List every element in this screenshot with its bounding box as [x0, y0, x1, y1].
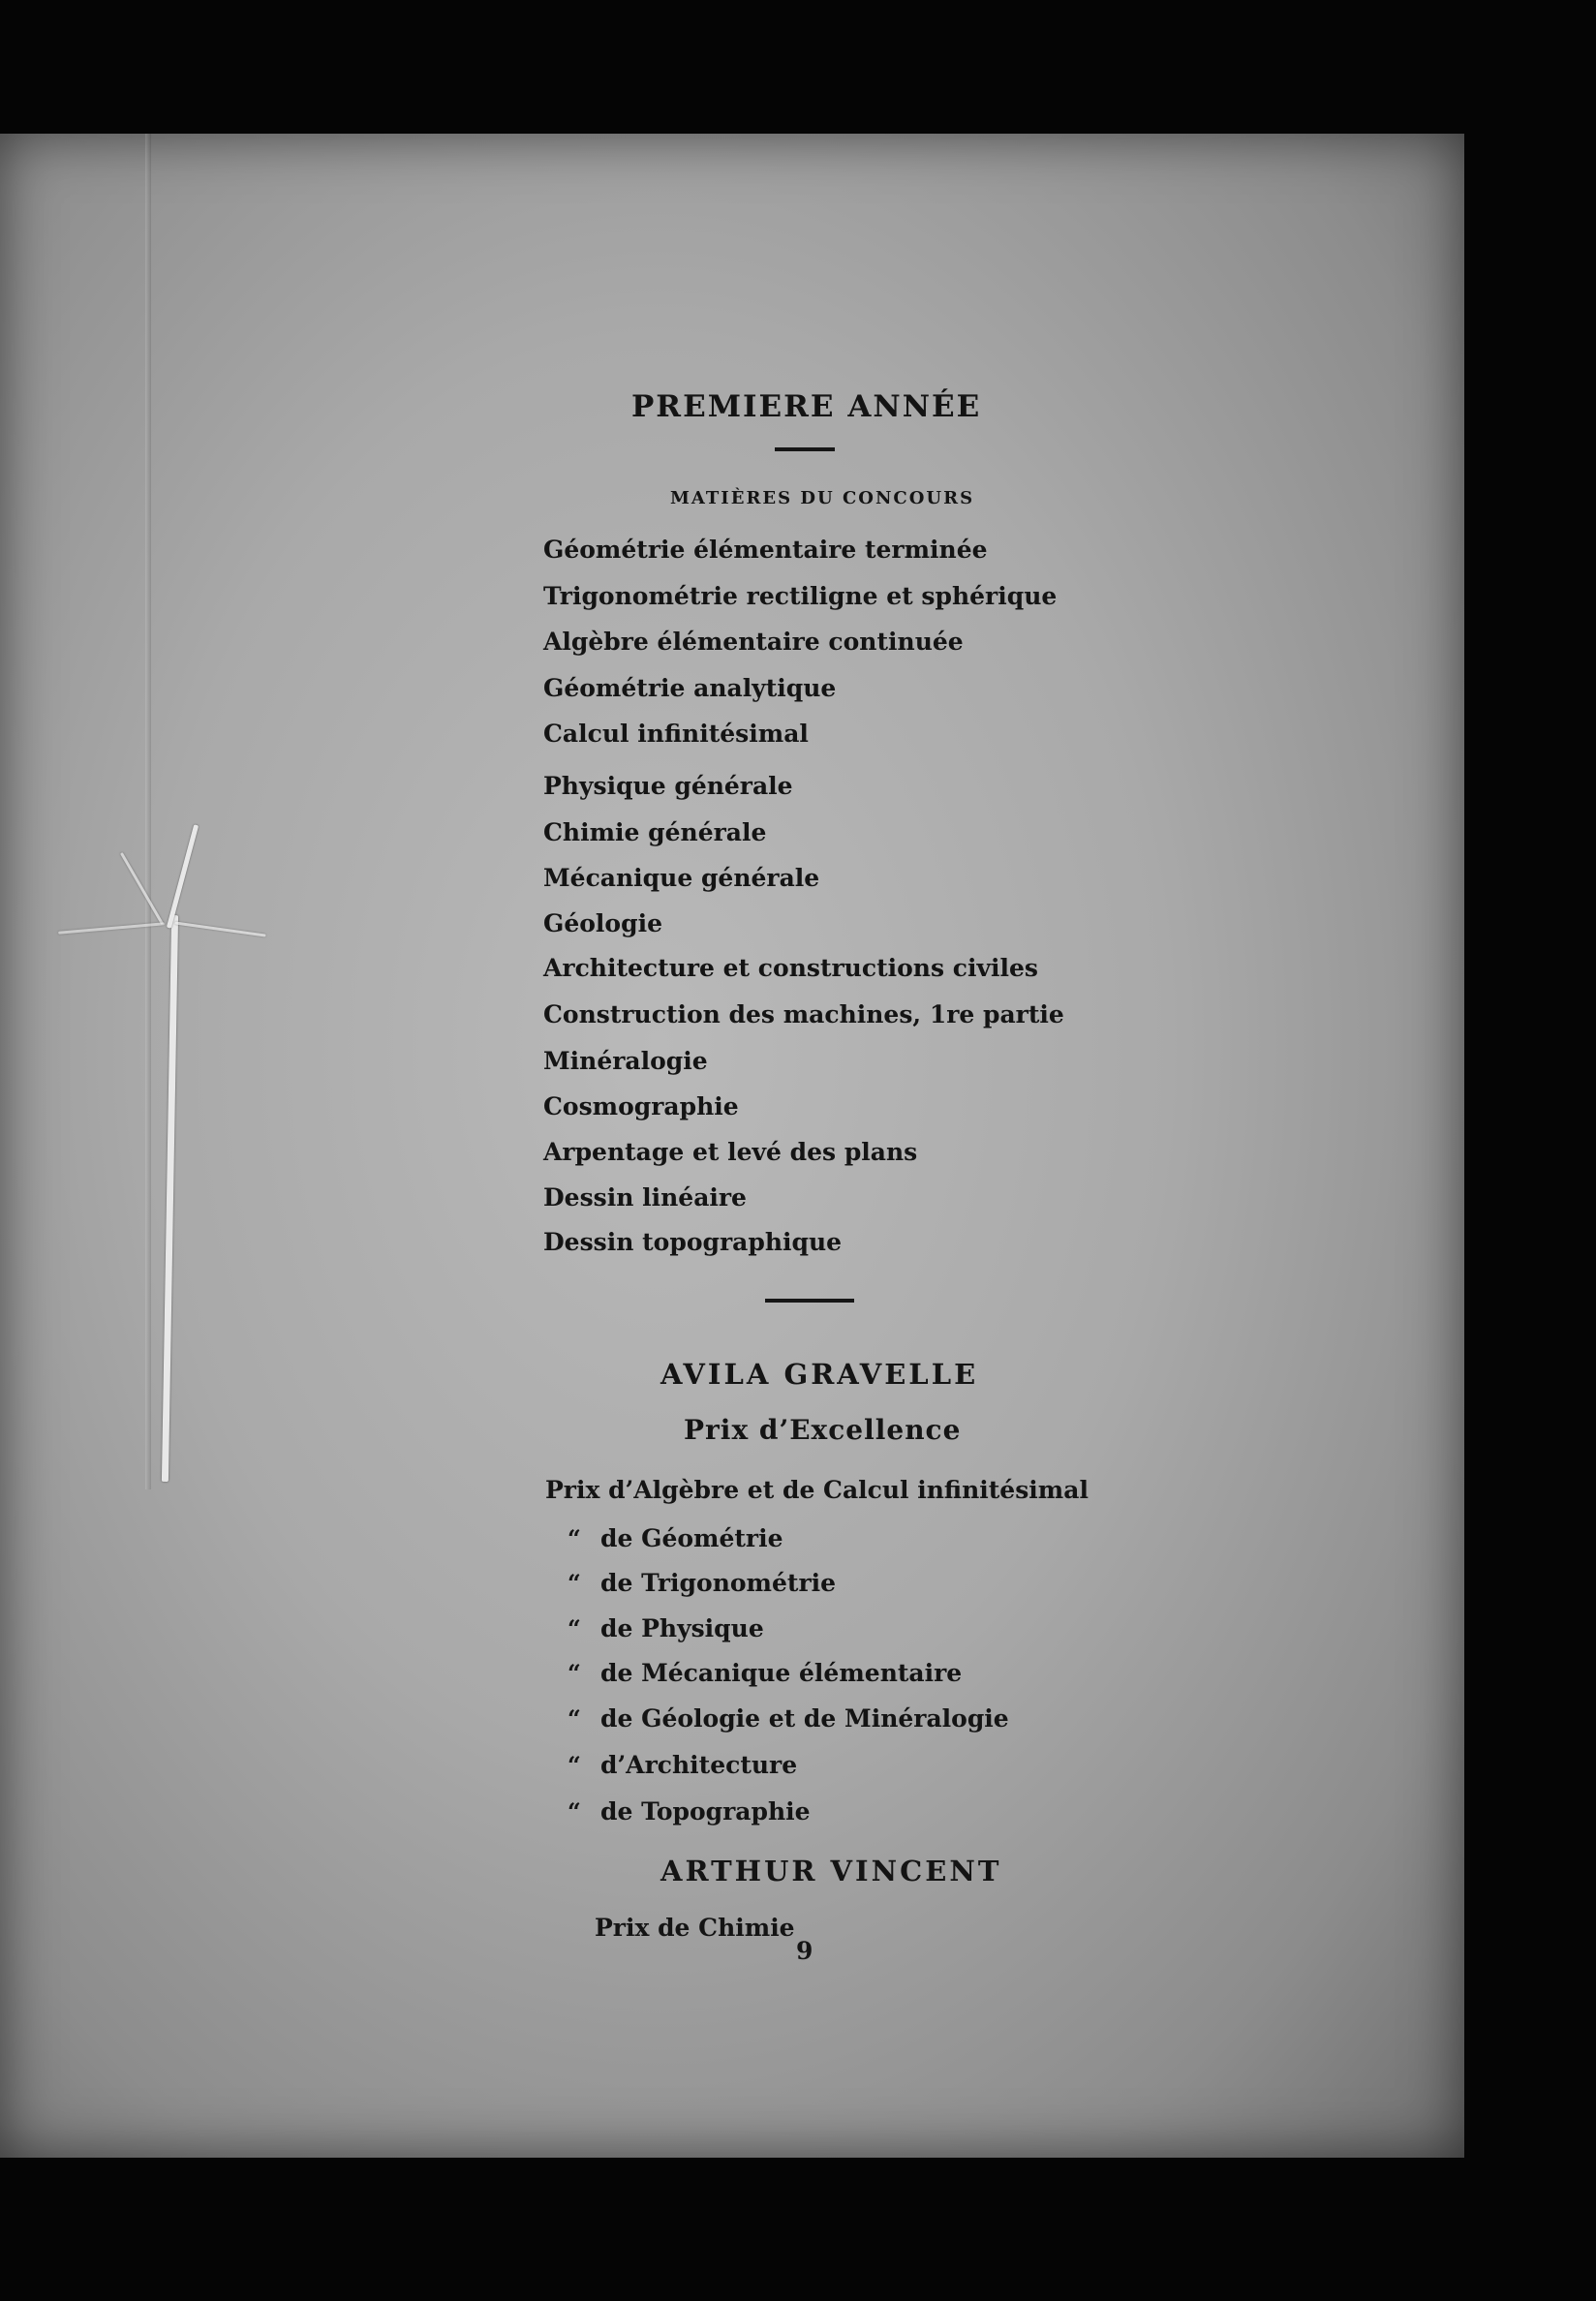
laureate-name-2: ARTHUR VINCENT [660, 1855, 1002, 1887]
subject-item: Minéralogie [543, 1047, 708, 1075]
subject-item: Cosmographie [543, 1092, 739, 1120]
page-heading: PREMIERE ANNÉE [631, 389, 982, 424]
prize-item: de Trigonométrie [600, 1569, 837, 1597]
subject-item: Chimie générale [543, 818, 767, 846]
subject-item: Arpentage et levé des plans [543, 1138, 918, 1166]
section-rule [765, 1299, 854, 1303]
subject-item: Géologie [543, 909, 662, 937]
prize-item: de Géologie et de Minéralogie [600, 1704, 1009, 1733]
heading-rule [775, 447, 835, 451]
subject-item: Physique générale [543, 772, 793, 800]
subject-item: Calcul infinitésimal [543, 720, 809, 748]
chemistry-prize: Prix de Chimie [595, 1914, 795, 1942]
prize-item: de Mécanique élémentaire [600, 1659, 963, 1687]
subject-item: Trigonométrie rectiligne et sphérique [543, 582, 1058, 610]
subject-item: Géométrie analytique [543, 674, 837, 702]
page-fold-crease [145, 134, 151, 1489]
ditto-mark: “ [568, 1704, 581, 1733]
prize-item: d’Architecture [600, 1751, 798, 1779]
ditto-mark: “ [568, 1569, 581, 1597]
subject-item: Mécanique générale [543, 864, 820, 892]
excellence-prize: Prix d’Excellence [684, 1414, 962, 1446]
prize-item: de Physique [600, 1614, 764, 1642]
subject-item: Algèbre élémentaire continuée [543, 628, 964, 656]
subjects-subheading: MATIÈRES DU CONCOURS [670, 488, 975, 508]
subject-item: Géométrie élémentaire terminée [543, 536, 988, 564]
subject-item: Dessin linéaire [543, 1183, 747, 1212]
ditto-mark: “ [568, 1659, 581, 1687]
prize-item: de Géométrie [600, 1524, 783, 1552]
subject-item: Construction des machines, 1re partie [543, 1000, 1064, 1028]
ditto-mark: “ [568, 1614, 581, 1642]
ditto-mark: “ [568, 1524, 581, 1552]
laureate-name: AVILA GRAVELLE [660, 1358, 979, 1391]
subject-item: Architecture et constructions civiles [543, 954, 1038, 982]
page-number: 9 [796, 1937, 813, 1965]
ditto-mark: “ [568, 1797, 581, 1825]
ditto-mark: “ [568, 1751, 581, 1779]
prize-item: de Topographie [600, 1797, 811, 1825]
subject-item: Dessin topographique [543, 1228, 843, 1256]
main-prize: Prix d’Algèbre et de Calcul infinitésimal [545, 1476, 1089, 1504]
